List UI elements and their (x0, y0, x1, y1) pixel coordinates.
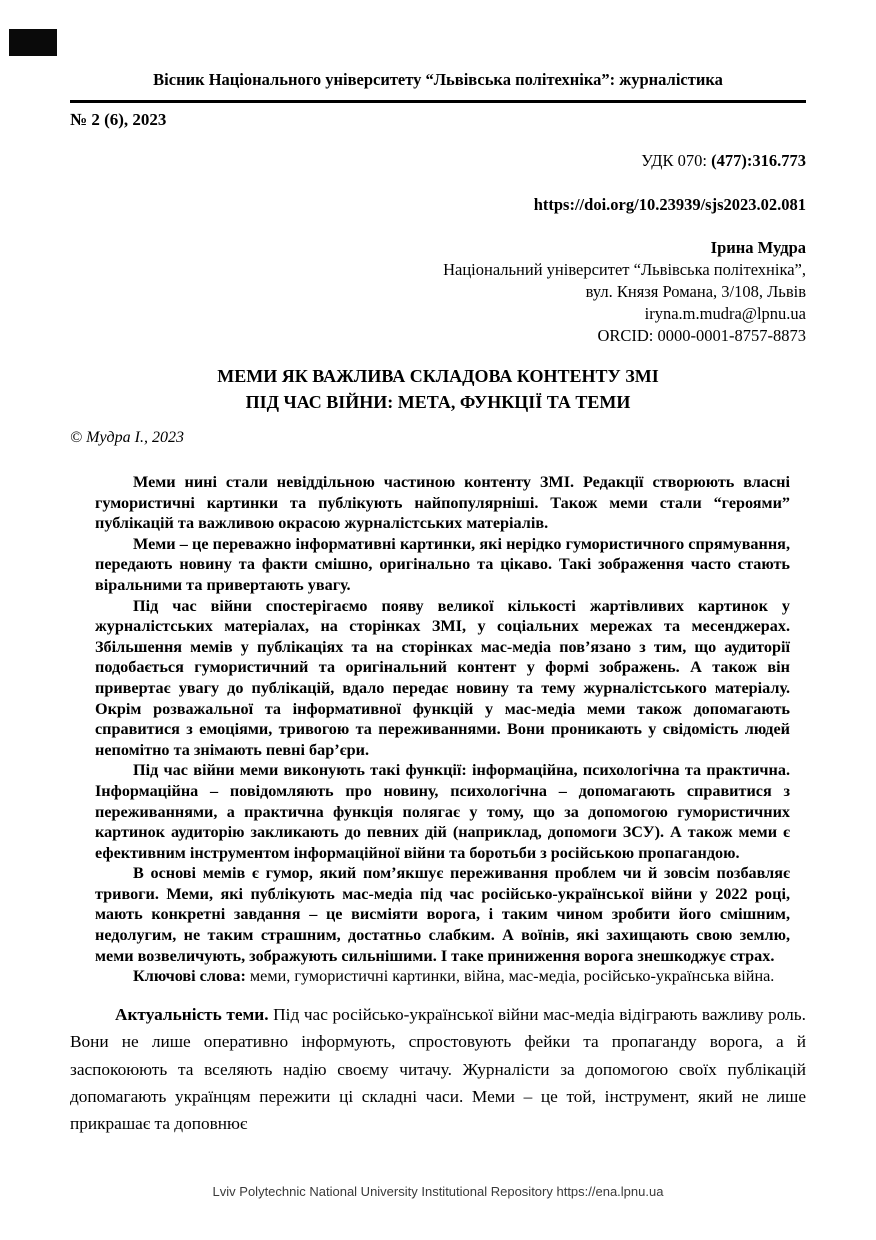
author-affiliation: Національний університет “Львівська політехніка”, (443, 260, 806, 279)
author-address: вул. Князя Романа, 3/108, Львів (585, 282, 806, 301)
udk-value: (477):316.773 (711, 151, 806, 170)
abstract (95, 472, 790, 987)
keywords-value: меми, гумористичні картинки, війна, мас-медіа, російсько-українська війна. (249, 967, 775, 986)
udk-line (70, 151, 806, 171)
article-title-line1: МЕМИ ЯК ВАЖЛИВА СКЛАДОВА КОНТЕНТУ ЗМІ (217, 366, 659, 386)
page-content (70, 0, 806, 1138)
keywords-line (95, 966, 790, 987)
repository-footer: Lviv Polytechnic National University Institutional Repository https://ena.lpnu.ua (212, 1184, 664, 1199)
doi-link: https://doi.org/10.23939/sjs2023.02.081 (533, 195, 806, 214)
author-email: iryna.m.mudra@lpnu.ua (644, 304, 806, 323)
abstract-paragraph: В основі мемів є гумор, який пом’якшує переживання проблем чи й зовсім позбавляє тривоги. Меми, які публікують мас-медіа під час російсько-української війни у 2022 році, мають конкретні завдання – це висміяти ворога, і таким чином зробити його смішним, недолугим, не таким страшним, достатньо слабким. А воїнів, які захищають свою землю, меми возвеличують, зображують сильнішими. І таке приниження ворога знешкоджує страх. (95, 864, 790, 965)
abstract-paragraph: Меми – це переважно інформативні картинки, які нерідко гумористичного спрямування, передають новину та факти смішно, оригінально та цікаво. Такі зображення часто стають віральними та привертають увагу. (95, 534, 790, 594)
udk-label: УДК 070: (641, 151, 712, 170)
abstract-paragraph: Під час війни меми виконують такі функції: інформаційна, психологічна та практична. Інформаційна – повідомляють про новину, психологічна – допомагають справитися з переживаннями, а практична функція полягає у тому, що за допомогою гумористичних картинок аудиторію закликають до певних дій (наприклад, допомоги ЗСУ). А також меми є ефективним інструментом інформаційної війни та боротьби з російською пропагандою. (95, 761, 790, 862)
author-orcid: ORCID: 0000-0001-8757-8873 (597, 326, 806, 345)
copyright-notice: © Мудра І., 2023 (70, 429, 184, 446)
body-paragraph-text: Під час російсько-української війни мас-медіа відіграють важливу роль. Вони не лише оперативно інформують, спростовують фейки та пропаганду ворога, а й заспокоюють та вселяють надію своєму читачу. Журналісти за допомогою своїх публікацій допомагають українцям пережити ці складні часи. Меми – це той, інструмент, який не лише прикрашає та доповнює (70, 1004, 807, 1134)
issue-number: № 2 (6), 2023 (70, 110, 167, 129)
article-title (70, 363, 806, 415)
article-title-line2: ПІД ЧАС ВІЙНИ: МЕТА, ФУНКЦІЇ ТА ТЕМИ (245, 392, 631, 412)
author-block (70, 237, 806, 347)
article-body (70, 1001, 806, 1138)
body-paragraph (70, 1001, 806, 1138)
abstract-paragraph: Меми нині стали невіддільною частиною контенту ЗМІ. Редакції створюють власні гумористичні картинки та публікують найпопулярніші. Також меми стали “героями” публікацій та важливою окрасою журналістських матеріалів. (95, 473, 790, 533)
author-name: Ірина Мудра (710, 238, 806, 257)
keywords-label: Ключові слова: (133, 967, 250, 986)
journal-title: Вісник Національного університету “Львівська політехніка”: журналістика (70, 0, 806, 103)
scan-corner-mark (9, 29, 57, 56)
abstract-paragraph: Під час війни спостерігаємо появу великої кількості жартівливих картинок у журналістських матеріалах, на сторінках ЗМІ, у соціальних мережах та месенджерах. Збільшення мемів у публікаціях та на сторінках мас-медіа пов’язано з тим, що аудиторії подобається гумористичний та оригінальний контент у формі зображень. А також він привертає увагу до публікацій, вдало передає новину та тему журналістського матеріалу. Окрім розважальної та інформативної функцій у мас-медіа меми також допомагають справитися з емоціями, тривогою та переживаннями. Вони проникають у свідомість людей непомітно та знімають певні бар’єри. (95, 596, 790, 759)
section-lead: Актуальність теми. (115, 1004, 274, 1024)
